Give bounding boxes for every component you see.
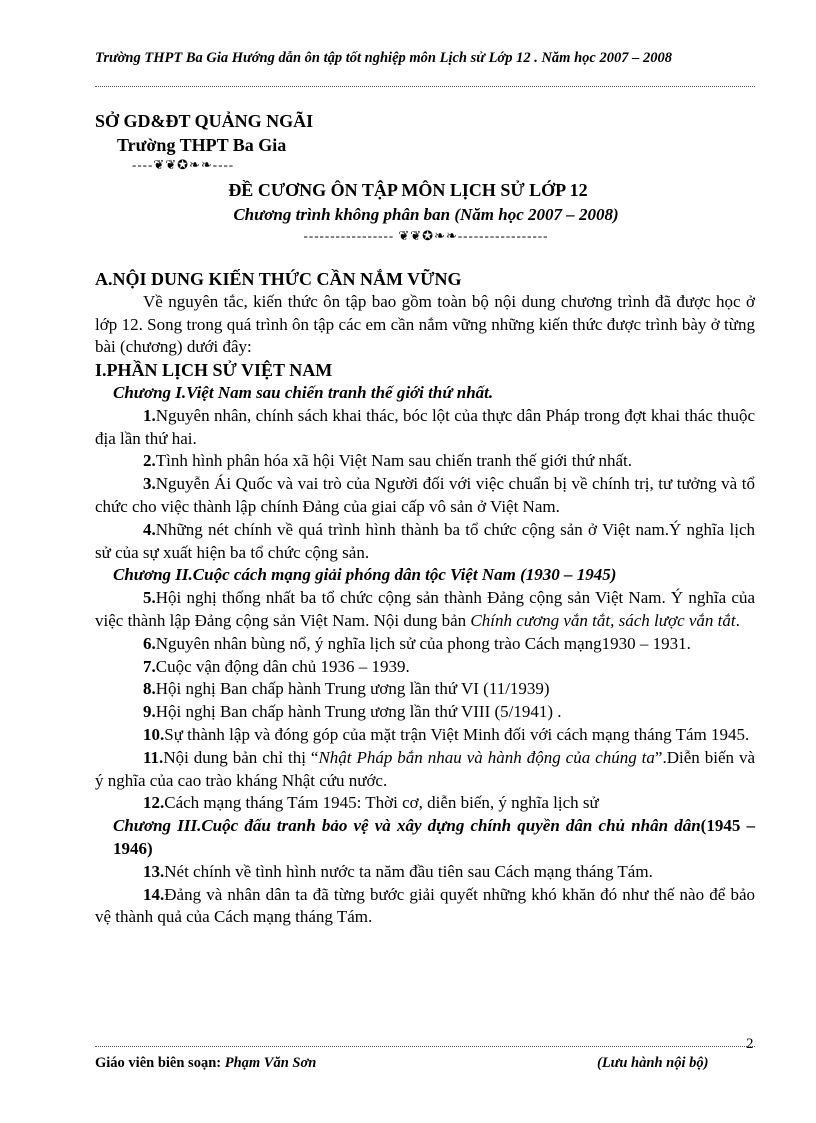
item-number: 2. [143, 451, 156, 471]
document-body [95, 268, 755, 929]
item-text: Nguyên nhân bùng nổ, ý nghĩa lịch sử của phong trào Cách mạng1930 – 1931. [155, 633, 691, 653]
ornament-divider: ----❦❦✪❧❧---- [132, 157, 235, 172]
list-item [95, 678, 755, 701]
item-text: Hội nghị thống nhất ba tổ chức cộng sản thành Đảng cộng sản Việt Nam. Ý nghĩa của việc thành lập Đảng cộng sản Việt Nam. Nội dung bản [95, 588, 755, 630]
item-text: Nội dung bản chỉ thị “ [163, 747, 319, 767]
department-name: SỞ GD&ĐT QUẢNG NGÃI [95, 111, 314, 131]
item-number: 12. [143, 793, 165, 813]
item-text: Sự thành lập và đóng góp của mặt trận Việt Minh đối với cách mạng tháng Tám 1945. [164, 724, 750, 744]
list-item [95, 724, 755, 747]
school-name: Trường THPT Ba Gia [117, 135, 287, 155]
chapter-heading: Chương I.Việt Nam sau chiến tranh thế giới thứ nhất. [113, 382, 494, 402]
list-item [95, 633, 755, 656]
item-number: 5. [143, 588, 156, 608]
item-text: Cuộc vận động dân chủ 1936 – 1939. [155, 656, 410, 676]
item-text: Nguyên nhân, chính sách khai thác, bóc lột của thực dân Pháp trong đợt khai thác thuộc địa lần thứ hai. [95, 405, 755, 448]
list-item [95, 405, 755, 451]
item-text: Hội nghị Ban chấp hành Trung ương lần thứ VIII (5/1941) . [155, 702, 562, 722]
chapter-years: (1945 – 1946) [113, 816, 755, 858]
footer-note: (Lưu hành nội bộ) [597, 1055, 709, 1071]
page-number: 2 [746, 1036, 754, 1052]
chapter-heading [95, 815, 755, 861]
list-item [95, 861, 755, 884]
item-number: 3. [143, 474, 156, 494]
item-text: Đảng và nhân dân ta đã từng bước giải quyết những khó khăn đó như thế nào để bảo vệ thành quả của Cách mạng tháng Tám. [95, 884, 755, 927]
item-italic-text: Nhật Pháp bắn nhau và hành động của chúng ta [318, 747, 655, 767]
author-name: Phạm Văn Sơn [224, 1055, 317, 1071]
item-text: Tình hình phân hóa xã hội Việt Nam sau chiến tranh thế giới thứ nhất. [155, 451, 632, 471]
item-number: 6. [143, 633, 156, 653]
document-subtitle: Chương trình không phân ban (Năm học 2007 – 2008) [233, 205, 619, 224]
list-item [95, 747, 755, 793]
chapter-title: Chương III.Cuộc đấu tranh bảo vệ và xây dựng chính quyền dân chủ nhân dân [113, 816, 701, 836]
item-number: 1. [143, 405, 156, 425]
section-heading: A.NỘI DUNG KIẾN THỨC CẦN NẮM VỮNG [95, 269, 462, 289]
list-item [95, 450, 755, 473]
item-text: Nét chính về tình hình nước ta năm đầu tiên sau Cách mạng tháng Tám. [164, 861, 653, 881]
item-text: Nguyễn Ái Quốc và vai trò của Người đối với việc chuẩn bị về chính trị, tư tưởng và tổ chức cho việc thành lập chính Đảng của giai cấp vô sản ở Việt Nam. [95, 474, 755, 516]
author-label: Giáo viên biên soạn: [95, 1055, 225, 1071]
list-item [95, 587, 755, 633]
list-item [95, 701, 755, 724]
ornament-divider-long: ----------------- ❦❦✪❧❧----------------- [303, 228, 549, 243]
item-number: 9. [143, 702, 156, 722]
item-text-end: ”.Diễn biến và ý nghĩa của cao trào kháng Nhật cứu nước. [95, 747, 756, 790]
item-text-end: . [735, 610, 740, 630]
intro-paragraph: Về nguyên tắc, kiến thức ôn tập bao gồm toàn bộ nội dung chương trình đã được học ở lớp 12. Song trong quá trình ôn tập các em cần nắm vững những kiến thức được trình bày ở từng bài (chương) dưới đây: [95, 291, 755, 357]
item-number: 14. [143, 884, 165, 904]
document-title: ĐỀ CƯƠNG ÔN TẬP MÔN LỊCH SỬ LỚP 12 [228, 180, 588, 200]
item-number: 11. [143, 747, 164, 767]
page-header: Trường THPT Ba Gia Hướng dẫn ôn tập tốt nghiệp môn Lịch sử Lớp 12 . Năm học 2007 – 2008 [95, 50, 672, 66]
item-number: 7. [143, 656, 156, 676]
footer-divider [95, 1046, 755, 1047]
header-divider [95, 86, 755, 87]
item-italic-text: Chính cương vắn tắt, sách lược vắn tắt [470, 610, 736, 630]
item-text: Những nét chính về quá trình hình thành ba tổ chức cộng sản ở Việt nam.Ý nghĩa lịch sử của sự xuất hiện ba tổ chức cộng sản. [95, 519, 755, 562]
footer-author [95, 1055, 316, 1072]
list-item [95, 656, 755, 679]
chapter-heading: Chương II.Cuộc cách mạng giải phóng dân tộc Việt Nam (1930 – 1945) [113, 565, 617, 585]
item-text: Cách mạng tháng Tám 1945: Thời cơ, diễn biến, ý nghĩa lịch sử [164, 793, 599, 813]
item-number: 8. [143, 679, 156, 699]
part-heading: I.PHẦN LỊCH SỬ VIỆT NAM [95, 360, 333, 381]
item-number: 10. [143, 724, 165, 744]
list-item [95, 473, 755, 519]
item-number: 4. [143, 519, 156, 539]
list-item [95, 519, 755, 565]
list-item [95, 792, 755, 815]
list-item [95, 884, 755, 930]
item-text: Hội nghị Ban chấp hành Trung ương lần thứ VI (11/1939) [155, 679, 550, 699]
item-number: 13. [143, 861, 165, 881]
